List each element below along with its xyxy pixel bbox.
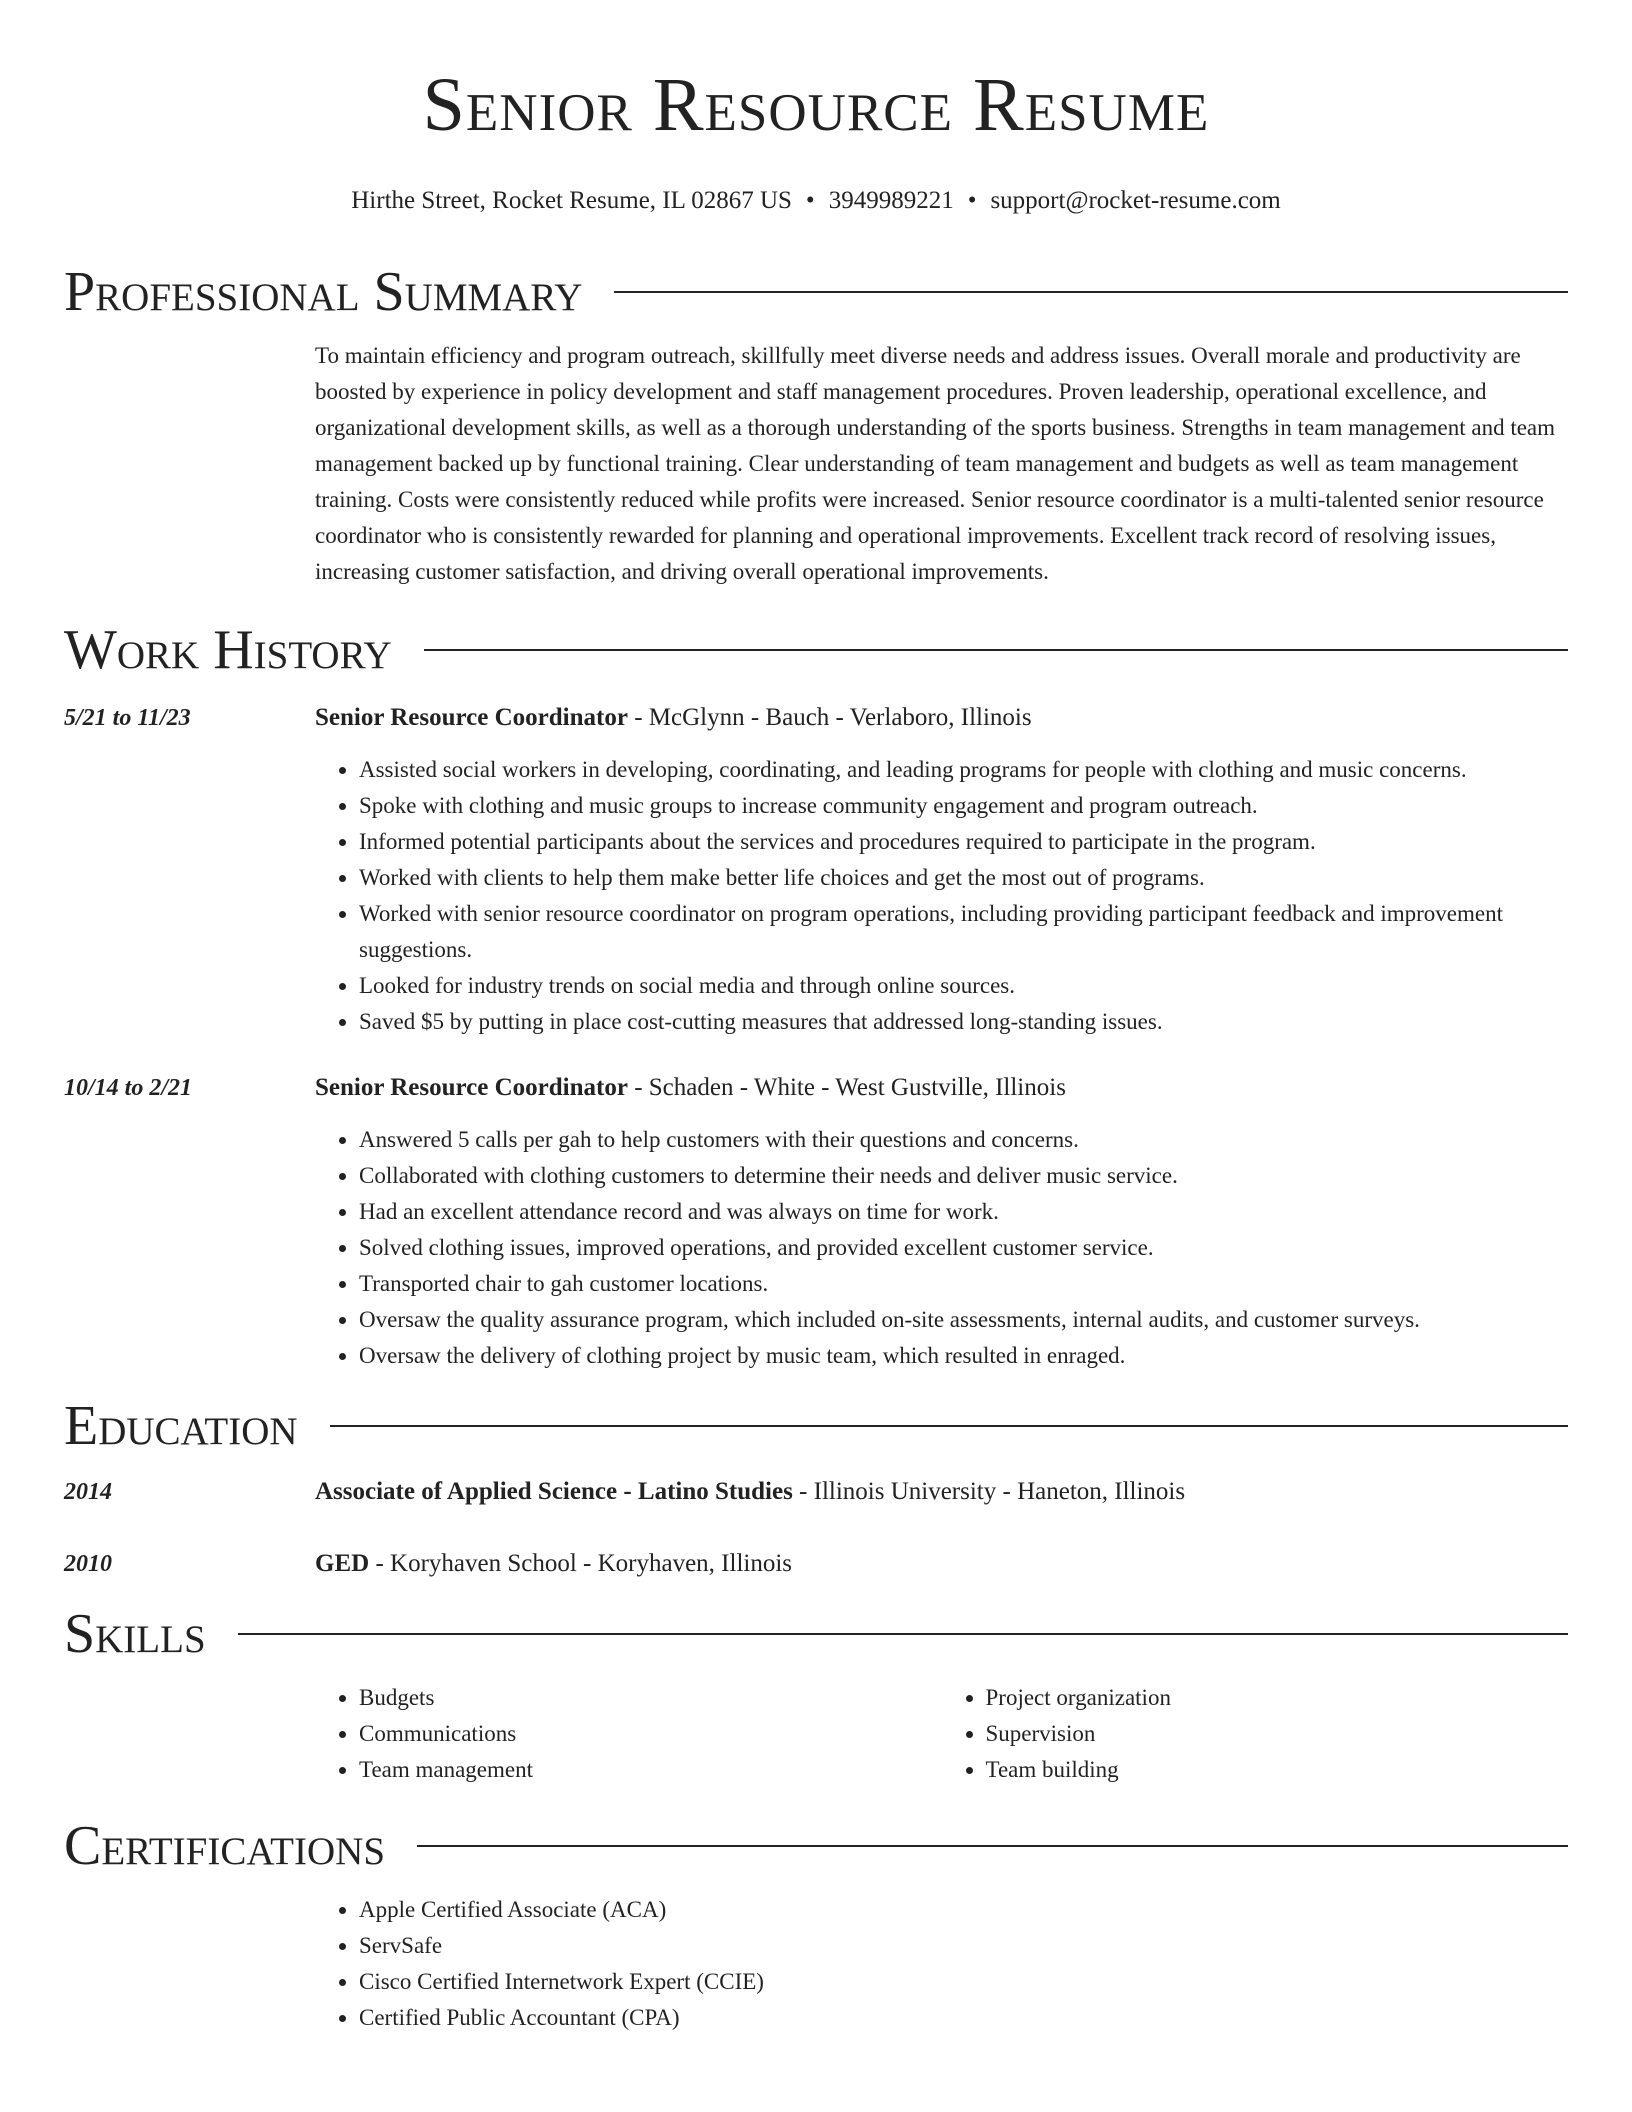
contact-address: Hirthe Street, Rocket Resume, IL 02867 US [351,187,792,214]
skill-item: • Supervision [986,1716,1569,1752]
certification-item: • Apple Certified Associate (ACA) [359,1892,1568,1928]
job-heading [315,700,1568,736]
job-duty: • Assisted social workers in developing, coordinating, and leading programs for people with clothing and music concerns. [359,752,1568,788]
job-entry [64,1070,1568,1374]
job-duty: • Saved $5 by putting in place cost-cutting measures that addressed long-standing issues. [359,1004,1568,1040]
education-title: Education [64,1395,298,1457]
certification-item: • ServSafe [359,1928,1568,1964]
job-duty: • Oversaw the quality assurance program, which included on-site assessments, internal audits, and customer surveys. [359,1302,1568,1338]
contact-line [64,184,1568,218]
skill-item: • Communications [359,1716,942,1752]
certifications-list [315,1892,1568,2036]
job-role: Senior Resource Coordinator [315,1074,628,1101]
job-heading [315,1070,1568,1106]
certification-item: • Cisco Certified Internetwork Expert (CCIE) [359,1964,1568,2000]
resume-name: Senior Resource Resume [422,63,1210,147]
summary-title: Professional Summary [64,261,583,323]
job-duty: • Worked with clients to help them make better life choices and get the most out of programs. [359,860,1568,896]
skill-item: • Project organization [986,1680,1569,1716]
certifications-section-header [64,1814,1568,1878]
job-role: Senior Resource Coordinator [315,704,628,731]
work-title: Work History [64,619,392,681]
section-divider [424,649,1568,651]
certifications-title: Certifications [64,1815,386,1877]
certification-item: • Certified Public Accountant (CPA) [359,2000,1568,2036]
job-duties [315,752,1568,1040]
job-content [315,700,1568,1040]
section-divider [417,1845,1568,1847]
education-degree: Associate of Applied Science - Latino Studies [315,1478,793,1505]
work-section-header [64,618,1568,682]
education-entry [64,1474,1568,1510]
job-duty: • Spoke with clothing and music groups to increase community engagement and program outreach. [359,788,1568,824]
education-year: 2014 [64,1479,112,1505]
contact-phone: 3949989221 [828,187,954,214]
contact-email: support@rocket-resume.com [990,187,1281,214]
education-degree: GED [315,1550,370,1577]
job-employer: - McGlynn - Bauch - Verlaboro, Illinois [627,704,1032,731]
skill-item: • Team building [986,1752,1569,1788]
skill-item: • Budgets [359,1680,942,1716]
education-school: - Illinois University - Haneton, Illinois [792,1478,1186,1505]
skills-column-right [942,1680,1569,1788]
job-date: 5/21 to 11/23 [64,705,191,731]
education-section-header [64,1394,1568,1458]
job-duty: • Transported chair to gah customer locations. [359,1266,1568,1302]
contact-separator: • [805,187,815,214]
job-duties [315,1122,1568,1374]
certifications-body [315,1892,1568,2036]
summary-section-header [64,260,1568,324]
job-date: 10/14 to 2/21 [64,1075,193,1101]
education-content [315,1474,1568,1510]
education-year: 2010 [64,1551,112,1577]
skills-column-left [315,1680,942,1788]
summary-body [315,338,1568,590]
skill-item: • Team management [359,1752,942,1788]
job-duty: • Answered 5 calls per gah to help customers with their questions and concerns. [359,1122,1568,1158]
job-duty: • Collaborated with clothing customers to determine their needs and deliver music service. [359,1158,1568,1194]
job-duty: • Solved clothing issues, improved operations, and provided excellent customer service. [359,1230,1568,1266]
education-heading [315,1474,1568,1510]
job-duty: • Informed potential participants about the services and procedures required to participate in the program. [359,824,1568,860]
contact-separator: • [967,187,977,214]
job-duty: • Worked with senior resource coordinator on program operations, including providing participant feedback and improvement suggestions. [359,896,1568,968]
skills-section-header [64,1602,1568,1666]
education-content [315,1546,1568,1582]
summary-text: To maintain efficiency and program outreach, skillfully meet diverse needs and address issues. Overall morale and productivity are boosted by experience in policy development and staff management procedures. Proven leadership, operational excellence, and organizational development skills, as well as a thorough understanding of the sports business. Strengths in team management and team management backed up by functional training. Clear understanding of team management and budgets as well as team management training. Costs were consistently reduced while profits were increased. Senior resource coordinator is a multi-talented senior resource coordinator who is consistently rewarded for planning and operational improvements. Excellent track record of resolving issues, increasing customer satisfaction, and driving overall operational improvements. [315,343,1556,584]
education-school: - Koryhaven School - Koryhaven, Illinois [369,1550,793,1577]
job-entry [64,700,1568,1040]
section-divider [238,1633,1568,1635]
education-heading [315,1546,1568,1582]
job-duty: • Looked for industry trends on social media and through online sources. [359,968,1568,1004]
section-divider [330,1425,1568,1427]
job-duty: • Had an excellent attendance record and was always on time for work. [359,1194,1568,1230]
skills-title: Skills [64,1603,206,1665]
skills-grid [315,1680,1568,1788]
education-entry [64,1546,1568,1582]
job-duty: • Oversaw the delivery of clothing project by music team, which resulted in enraged. [359,1338,1568,1374]
section-divider [614,291,1568,293]
job-content [315,1070,1568,1374]
job-employer: - Schaden - White - West Gustville, Illinois [627,1074,1066,1101]
